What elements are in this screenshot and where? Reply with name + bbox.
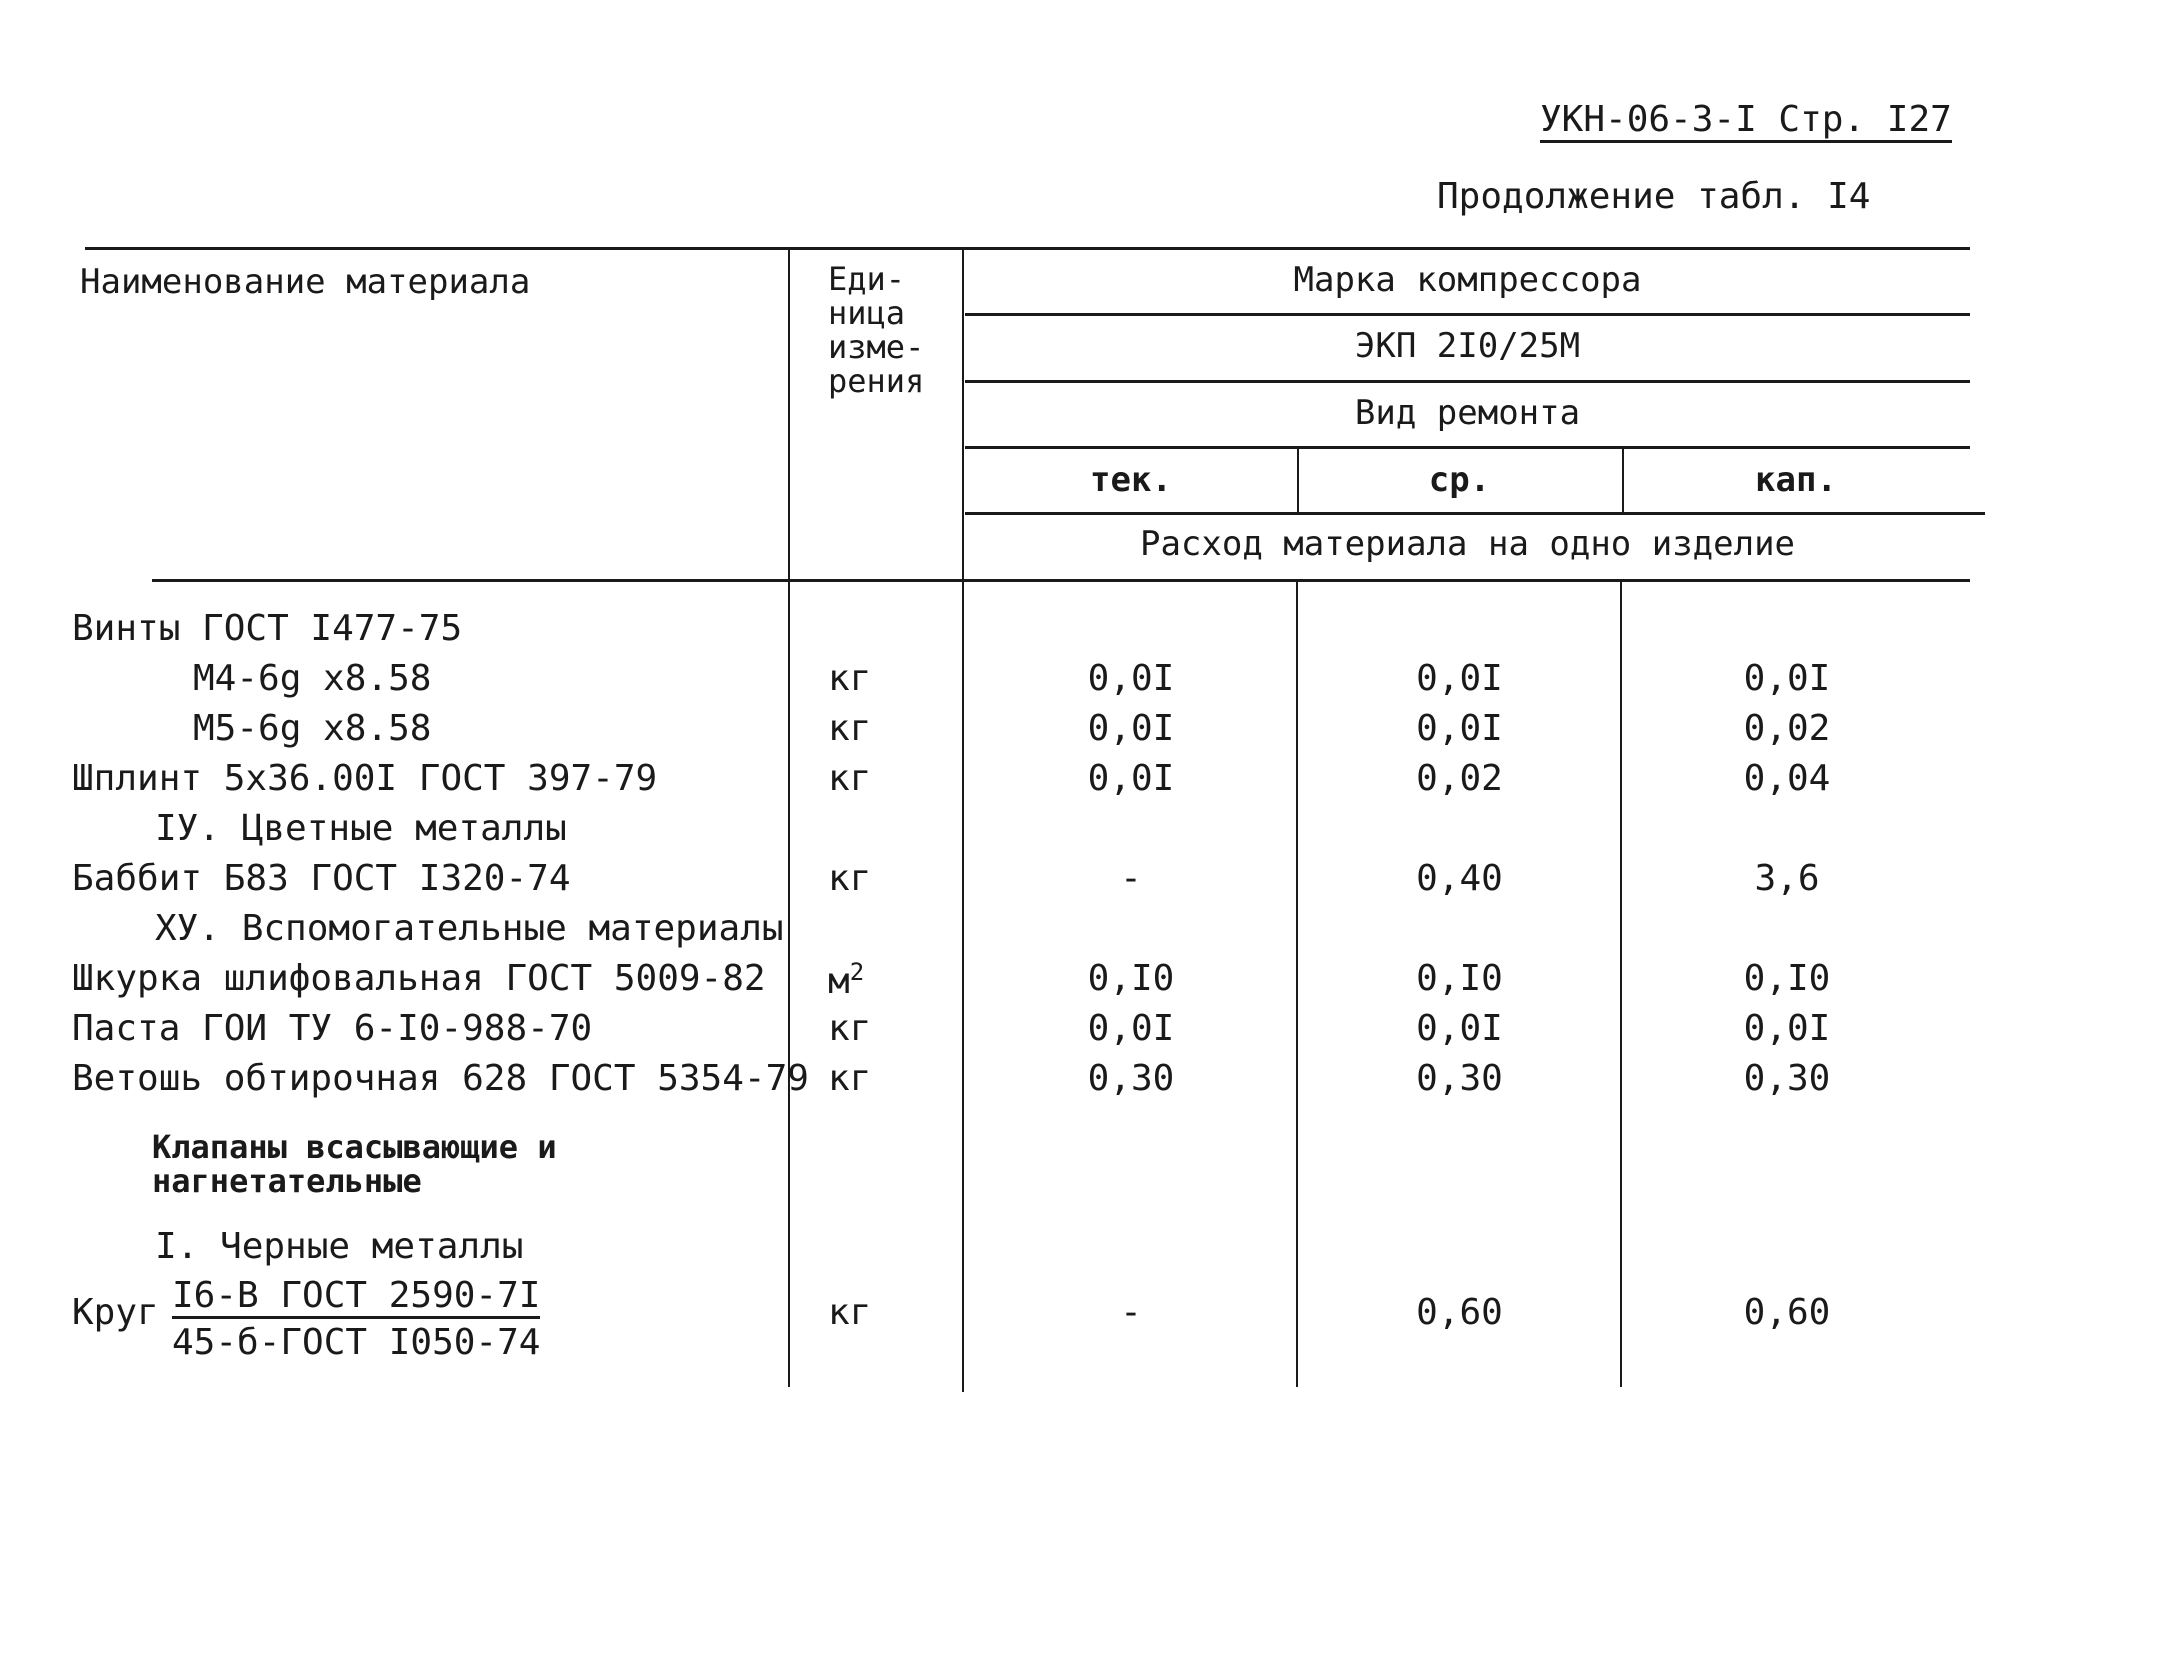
row-unit (828, 958, 864, 1002)
section-title-line: Клапаны всасывающие и (152, 1128, 557, 1166)
row-value-sr: 0,0I (1416, 658, 1503, 699)
header-repair-title: Вид ремонта (1354, 393, 1581, 433)
row-name: М4-6g x8.58 (193, 658, 432, 699)
row-value-tek: 0,0I (1087, 1008, 1175, 1049)
rule-under-brand-title (965, 313, 1970, 316)
section-title-line: нагнетательные (152, 1162, 422, 1200)
row-value-tek: 0,I0 (1087, 958, 1175, 999)
section-title: ХУ. Вспомогательные материалы (155, 908, 784, 949)
header-repair-tek: тек. (1090, 460, 1172, 500)
row-name: Ветошь обтирочная 628 ГОСТ 5354-79 (72, 1058, 809, 1099)
krug-value-sr: 0,60 (1416, 1292, 1503, 1333)
krug-label: Круг (72, 1292, 159, 1333)
row-value-sr: 0,0I (1416, 1008, 1503, 1049)
table-top-rule (85, 247, 1970, 250)
row-value-sr: 0,I0 (1416, 958, 1503, 999)
row-name: Шплинт 5х36.00I ГОСТ 397-79 (72, 758, 658, 799)
row-value-kap: 0,0I (1743, 1008, 1831, 1049)
row-value-sr: 0,0I (1416, 708, 1503, 749)
row-unit: кг (828, 658, 872, 699)
row-value-kap: 0,02 (1743, 708, 1831, 749)
row-unit-text: м (828, 961, 850, 1002)
krug-value-tek: - (1120, 1292, 1142, 1333)
row-name: М5-6g x8.58 (193, 708, 432, 749)
krug-denominator: 45-б-ГОСТ I050-74 (172, 1322, 541, 1363)
header-brand-value: ЭКП 2I0/25М (1354, 326, 1581, 366)
krug-unit: кг (828, 1292, 872, 1333)
header-material-name: Наименование материала (80, 262, 531, 302)
header-consumption: Расход материала на одно изделие (1139, 524, 1796, 564)
rule-under-brand-value (965, 380, 1970, 383)
row-value-tek: 0,0I (1087, 658, 1175, 699)
row-unit-exponent: 2 (849, 958, 865, 986)
krug-value-kap: 0,60 (1743, 1292, 1831, 1333)
row-value-tek: - (1120, 858, 1142, 899)
row-name: Винты ГОСТ I477-75 (72, 608, 463, 649)
row-unit: кг (828, 758, 872, 799)
section-title-valves (152, 1130, 557, 1198)
row-name: Шкурка шлифовальная ГОСТ 5009-82 (72, 958, 766, 999)
table-header-bottom-rule (152, 579, 1970, 582)
row-value-kap: 0,I0 (1743, 958, 1831, 999)
row-unit: кг (828, 1058, 872, 1099)
row-unit: кг (828, 708, 872, 749)
row-value-tek: 0,30 (1087, 1058, 1175, 1099)
section-title: IУ. Цветные металлы (155, 808, 567, 849)
header-repair-kap: кап. (1755, 460, 1837, 500)
row-value-tek: 0,0I (1087, 708, 1175, 749)
header-brand-title: Марка компрессора (1293, 260, 1642, 300)
row-value-kap: 0,0I (1743, 658, 1831, 699)
row-value-kap: 0,04 (1743, 758, 1831, 799)
rule-under-repair-types (965, 512, 1985, 515)
row-value-sr: 0,40 (1416, 858, 1503, 899)
row-value-kap: 3,6 (1754, 858, 1820, 899)
header-repair-sr: ср. (1428, 460, 1491, 500)
page-reference: УКН-06-3-I Стр. I27 (1540, 100, 1952, 143)
divider-name-unit (788, 247, 790, 1387)
header-unit (828, 262, 924, 398)
row-value-tek: 0,0I (1087, 758, 1175, 799)
rule-under-repair-title (965, 446, 1970, 449)
section-title: I. Черные металлы (155, 1226, 524, 1267)
table-caption: Продолжение табл. I4 (1437, 176, 1871, 217)
row-unit: кг (828, 858, 872, 899)
header-unit-line: ница (828, 294, 906, 332)
row-unit: кг (828, 1008, 872, 1049)
row-value-sr: 0,30 (1416, 1058, 1503, 1099)
divider-unit-values (962, 247, 964, 1392)
row-value-sr: 0,02 (1416, 758, 1503, 799)
krug-numerator: I6-В ГОСТ 2590-7I (172, 1276, 540, 1319)
header-unit-line: изме- (828, 328, 925, 366)
header-unit-line: рения (828, 362, 925, 400)
row-name: Баббит Б83 ГОСТ I320-74 (72, 858, 571, 899)
row-name: Паста ГОИ ТУ 6-I0-988-70 (72, 1008, 593, 1049)
header-unit-line: Еди- (828, 260, 906, 298)
row-value-kap: 0,30 (1743, 1058, 1831, 1099)
